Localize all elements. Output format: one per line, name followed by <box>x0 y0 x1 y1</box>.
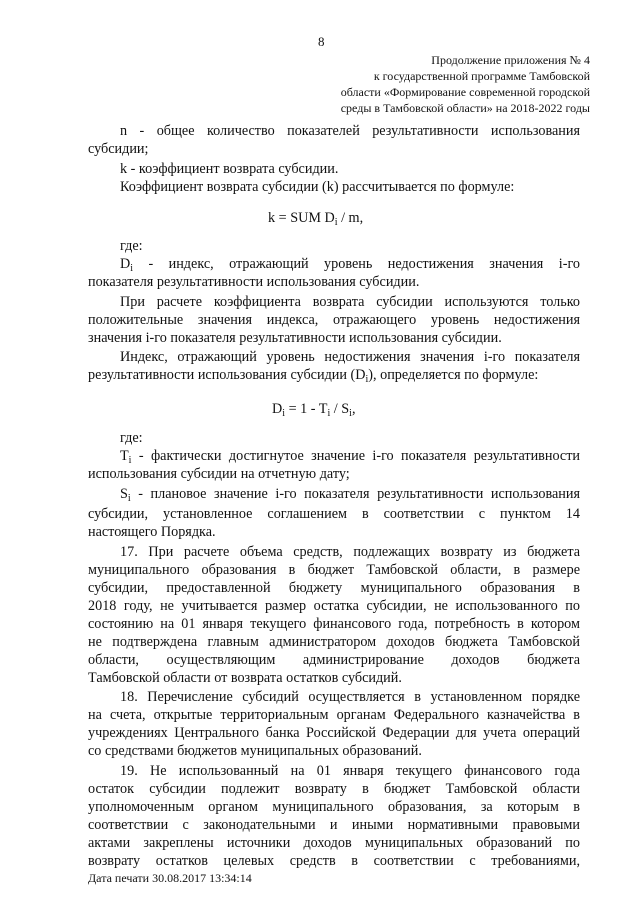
text-part: результативности использования субсидии (D <box>88 367 366 383</box>
header-line: области «Формирование современной городской <box>340 85 590 99</box>
text-line: субсидии, установленное соглашением в соответствии с пунктом 14 <box>88 506 580 522</box>
definition: - индекс, отражающий уровень недостижения значения i-го <box>133 256 580 272</box>
header-line: среды в Тамбовской области» на 2018-2022 годы <box>340 101 590 115</box>
text-part: ), определяется по формуле: <box>368 367 539 383</box>
symbol: T <box>120 448 129 464</box>
text-line <box>88 366 538 389</box>
text-line: со средствами бюджетов муниципальных образований. <box>88 743 422 759</box>
definition: - плановое значение i-го показателя результативности использования <box>130 486 580 502</box>
text-line: остаток субсидии подлежит возврату в бюджет Тамбовской области <box>88 781 580 797</box>
text-line: учреждениях Центрального банка Российской Федерации для учета операций <box>88 725 580 741</box>
formula-part: , <box>351 401 356 417</box>
text-line: n - общее количество показателей результативности использования <box>120 123 580 139</box>
text-line: где: <box>120 238 143 254</box>
formula-d <box>272 401 356 419</box>
appendix-header <box>300 52 590 116</box>
text-line: При расчете коэффициента возврата субсидии используются только <box>120 294 580 310</box>
page-number: 8 <box>318 34 325 49</box>
header-line: к государственной программе Тамбовской <box>373 69 590 83</box>
formula-subscript: i <box>349 408 352 419</box>
text-line: 19. Не использованный на 01 января текущего финансового года <box>120 763 580 779</box>
text-line: значения i-го показателя результативности использования субсидии. <box>88 330 502 346</box>
text-line: Тамбовской области от возврата остатков субсидий. <box>88 670 402 686</box>
formula-part: = 1 - T <box>285 401 328 417</box>
formula-part: D <box>272 401 283 417</box>
formula-subscript: i <box>334 217 338 228</box>
symbol-subscript: i <box>127 493 131 504</box>
text-line: состоянию на 01 января текущего финансового года, потребность в котором <box>88 616 580 632</box>
formula-part: / S <box>330 401 350 417</box>
header-line: Продолжение приложения № 4 <box>431 53 590 67</box>
text-line: не подтверждена главным администратором доходов бюджета Тамбовской <box>88 634 580 650</box>
text-line: 17. При расчете объема средств, подлежащих возврату из бюджета <box>120 544 580 560</box>
text-line: использования субсидии на отчетную дату; <box>88 466 350 482</box>
text-line: 2018 году, не учитывается размер остатка субсидии, не использованного по <box>88 598 580 614</box>
formula-subscript: i <box>327 408 331 419</box>
text-line: показателя результативности использования субсидии. <box>88 274 420 290</box>
text-line: уполномоченным органом муниципального образования, за которым в <box>88 799 580 815</box>
text-line: субсидии; <box>88 141 149 157</box>
definition: - фактически достигнутое значение i-го показателя результативности <box>131 448 580 464</box>
text-line: соответствии с законодательными и иными нормативными правовыми <box>88 817 580 833</box>
text-line: актами закреплены источники доходов муниципальных образований по <box>88 835 580 851</box>
formula-part: k = SUM D <box>268 210 335 226</box>
text-line: настоящего Порядка. <box>88 524 216 540</box>
text-line: положительные значения индекса, отражающего уровень недостижения <box>88 312 580 328</box>
text-line: возврату остатков целевых средств в соответствии с требованиями, <box>88 853 580 869</box>
symbol-subscript: i <box>365 374 369 385</box>
text-line: субсидии, предоставленной бюджету муниципального образования в <box>88 580 580 596</box>
print-date-footer: Дата печати 30.08.2017 13:34:14 <box>88 871 252 885</box>
symbol: S <box>120 486 128 502</box>
symbol-subscript: i <box>130 263 134 274</box>
text-line: где: <box>120 430 143 446</box>
symbol-subscript: i <box>128 455 132 466</box>
text-line: муниципального образования в бюджет Тамбовской области, в размере <box>88 562 580 578</box>
text-line: области, осуществляющим администрирование доходов бюджета <box>88 652 580 668</box>
formula-part: / m, <box>337 210 364 226</box>
formula-k <box>268 210 363 228</box>
text-line: k - коэффициент возврата субсидии. <box>120 161 339 177</box>
text-line: 18. Перечисление субсидий осуществляется в установленном порядке <box>120 689 580 705</box>
text-line: Индекс, отражающий уровень недостижения значения i-го показателя <box>120 349 580 365</box>
formula-subscript: i <box>282 408 286 419</box>
symbol: D <box>120 256 131 272</box>
text-line: на счета, открытые территориальным органам Федерального казначейства в <box>88 707 580 723</box>
text-line: Коэффициент возврата субсидии (k) рассчитывается по формуле: <box>120 179 515 195</box>
